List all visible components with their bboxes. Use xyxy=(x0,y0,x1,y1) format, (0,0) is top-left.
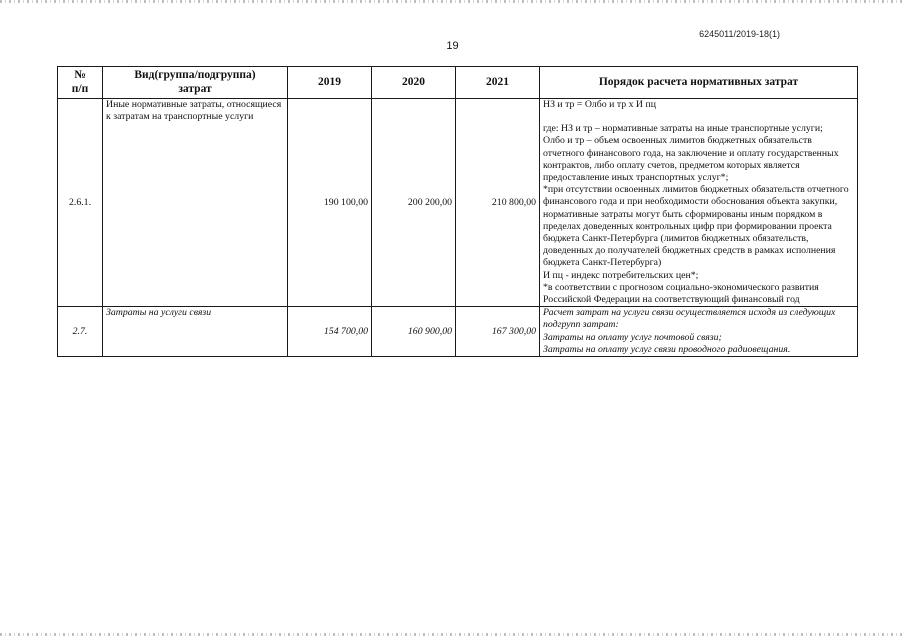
header-cost-type-line-2: затрат xyxy=(178,82,212,95)
scan-edge-bottom xyxy=(0,633,905,636)
header-number-line-2: п/п xyxy=(71,82,89,95)
table-row xyxy=(58,307,858,357)
page-number: 19 xyxy=(446,40,459,52)
calculation-line: где: НЗ и тр – нормативные затраты на иные транспортные услуги; xyxy=(543,123,823,135)
header-cost-type xyxy=(103,67,288,99)
row-number: 2.7. xyxy=(58,307,103,357)
amount-2019: 154 700,00 xyxy=(288,307,372,357)
header-year-2020: 2020 xyxy=(372,67,456,99)
calculation-method xyxy=(540,307,858,357)
row-number: 2.6.1. xyxy=(58,99,103,307)
header-year-2021: 2021 xyxy=(456,67,540,99)
document-id: 6245011/2019-18(1) xyxy=(699,29,780,39)
calculation-line: *при отсутствии освоенных лимитов бюджетных обязательств отчетного финансового года и при необходимости обоснования объекта закупки, нормативные затраты могут быть сформированы иным порядком в пределах доведенных контрольных цифр при формировании проекта бюджета Санкт-Петербурга (лимитов бюджетных обязательств, доведенных до получателей бюджетных средств в рамках исполнения бюджета Санкт-Петербурга) xyxy=(543,184,849,269)
calculation-line: Олбо и тр – объем освоенных лимитов бюджетных обязательств отчетного финансового года, на заключение и оплату государственных контрактов, либо оплату счетов, предметом которых является предоставление иных транспортных услуг*; xyxy=(543,135,839,184)
table-row xyxy=(58,99,858,307)
cost-type-name: Затраты на услуги связи xyxy=(103,307,288,357)
amount-2020: 200 200,00 xyxy=(372,99,456,307)
calculation-line: И пц - индекс потребительских цен*; xyxy=(543,269,699,281)
amount-2020: 160 900,00 xyxy=(372,307,456,357)
calculation-line: Затраты на оплату услуг связи проводного радиовещания. xyxy=(543,343,791,355)
table-header xyxy=(58,67,858,99)
cost-type-name: Иные нормативные затраты, относящиеся к затратам на транспортные услуги xyxy=(103,99,288,307)
header-row xyxy=(58,67,858,99)
header-year-2019: 2019 xyxy=(288,67,372,99)
calculation-line: Затраты на оплату услуг почтовой связи; xyxy=(543,331,722,343)
calculation-line: Расчет затрат на услуги связи осуществляется исходя из следующих подгрупп затрат: xyxy=(543,307,836,331)
header-number xyxy=(58,67,103,99)
calculation-formula: НЗ и тр = Олбо и тр х И пц xyxy=(543,99,656,110)
amount-2021: 210 800,00 xyxy=(456,99,540,307)
calculation-line: *в соответствии с прогнозом социально-экономического развития Российской Федерации на соответствующий финансовый год xyxy=(543,281,819,306)
header-calculation-method: Порядок расчета нормативных затрат xyxy=(540,67,858,99)
paragraph-gap xyxy=(543,111,854,123)
normative-costs-table xyxy=(57,66,858,357)
amount-2019: 190 100,00 xyxy=(288,99,372,307)
header-cost-type-line-1: Вид(группа/подгруппа) xyxy=(134,69,256,82)
table-body xyxy=(58,99,858,357)
header-number-line-1: № xyxy=(74,69,86,82)
amount-2021: 167 300,00 xyxy=(456,307,540,357)
calculation-method xyxy=(540,99,858,307)
scan-edge-top xyxy=(0,0,905,3)
